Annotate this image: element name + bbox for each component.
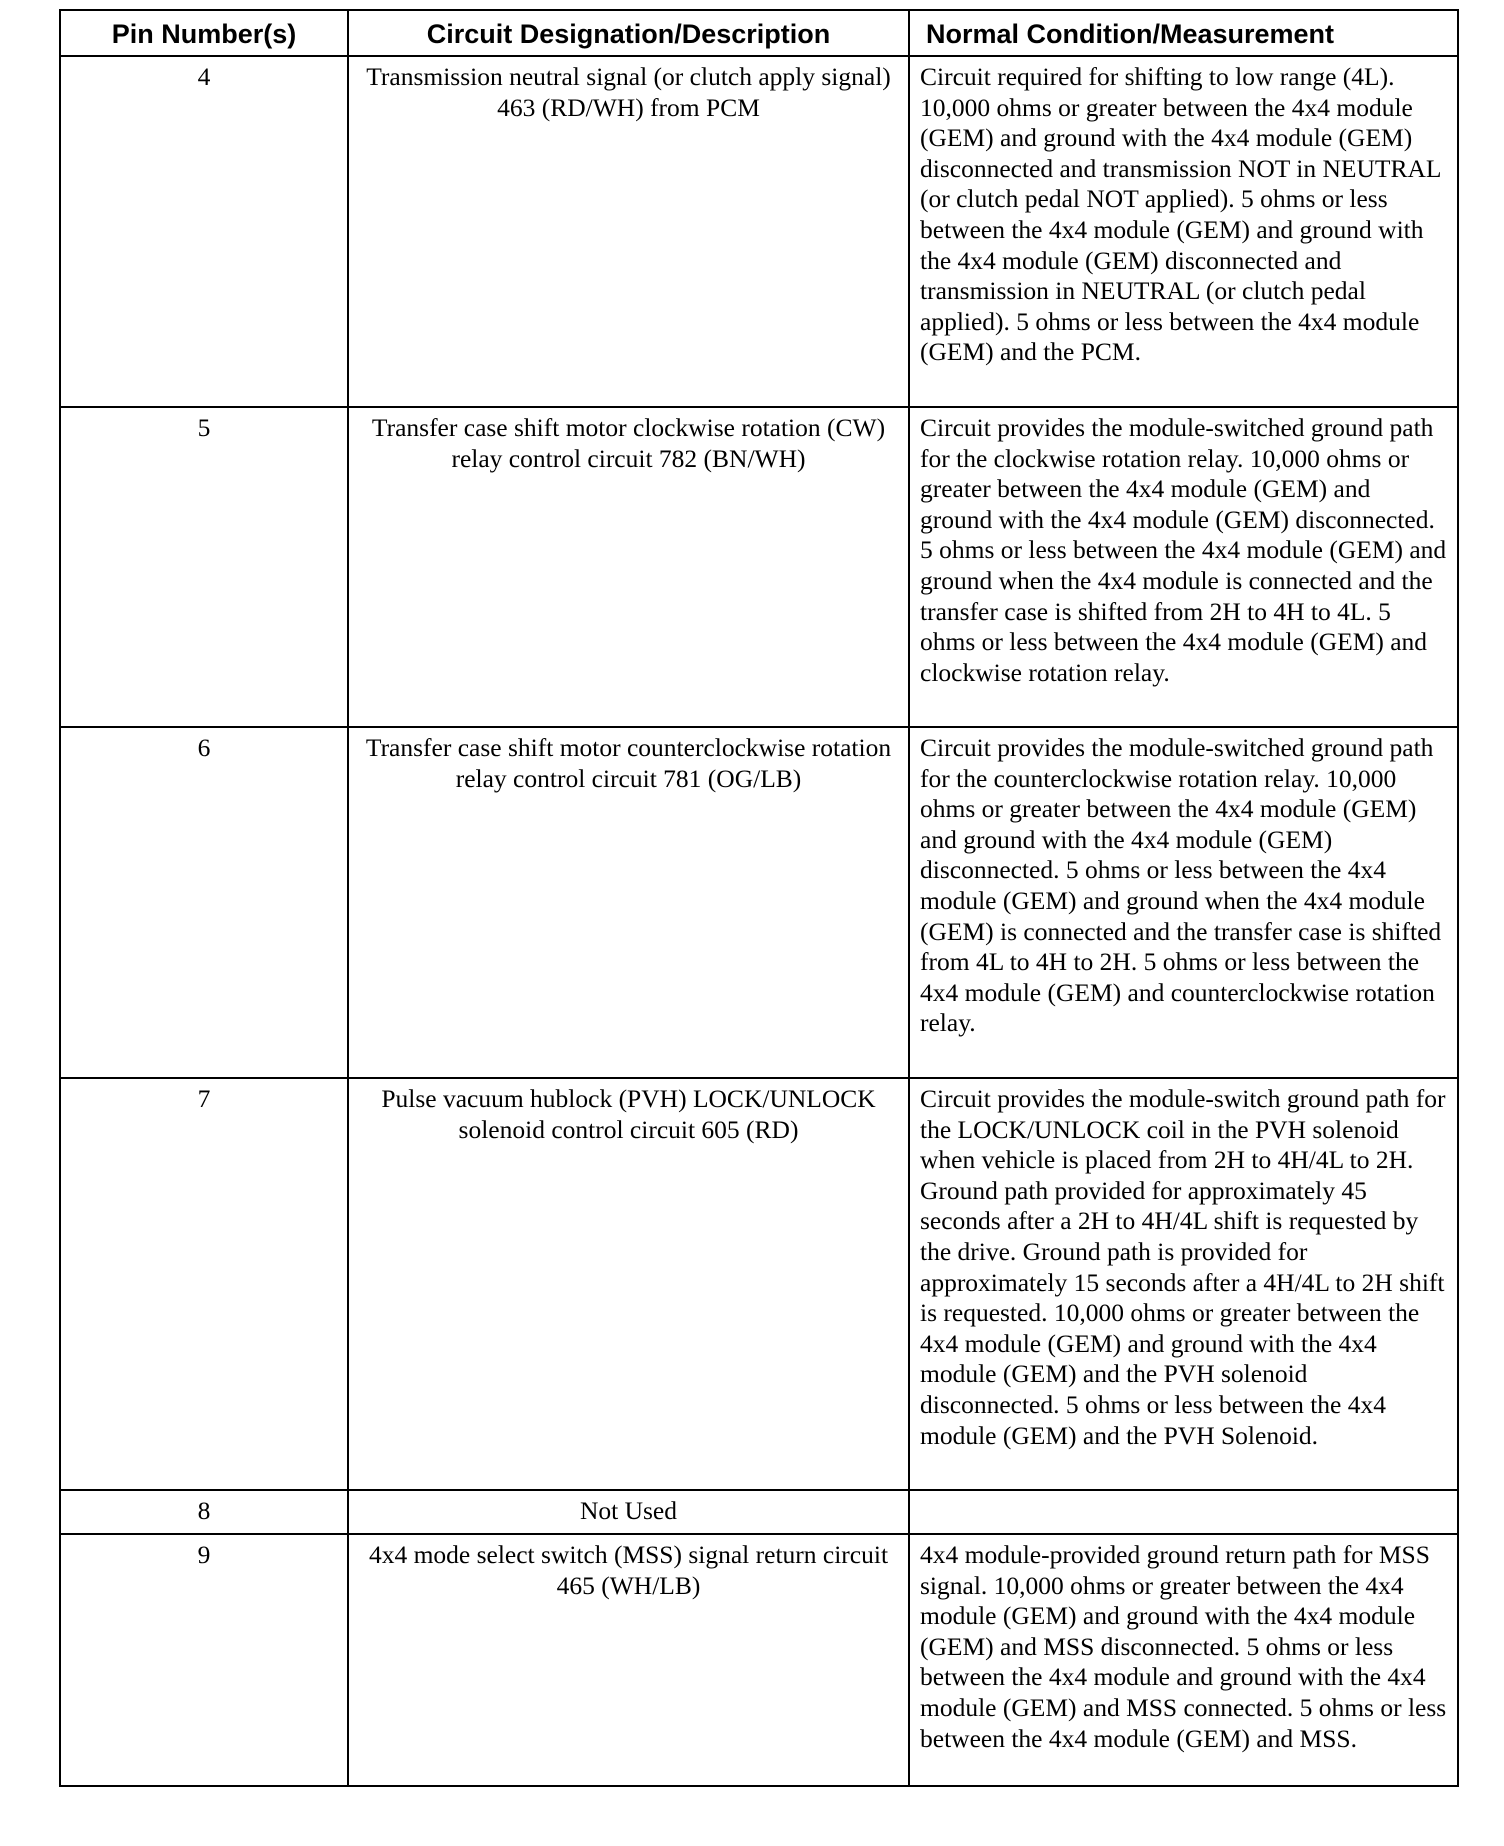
pin-number-cell: 4 <box>60 56 348 407</box>
circuit-description-cell: Transmission neutral signal (or clutch apply signal) 463 (RD/WH) from PCM <box>348 56 909 407</box>
normal-condition-cell <box>909 1490 1458 1534</box>
circuit-description-cell: Pulse vacuum hublock (PVH) LOCK/UNLOCK solenoid control circuit 605 (RD) <box>348 1078 909 1490</box>
circuit-description-cell: Transfer case shift motor counterclockwise rotation relay control circuit 781 (OG/LB) <box>348 727 909 1078</box>
normal-condition-cell: Circuit provides the module-switched ground path for the counterclockwise rotation relay. 10,000 ohms or greater between the 4x4 module (GEM) and ground with the 4x4 module (GEM) disconnected. 5 ohms or less between the 4x4 module (GEM) and ground when the 4x4 module (GEM) is connected and the transfer case is shifted from 4L to 4H to 2H. 5 ohms or less between the 4x4 module (GEM) and counterclockwise rotation relay. <box>909 727 1458 1078</box>
normal-condition-cell: 4x4 module-provided ground return path for MSS signal. 10,000 ohms or greater between the 4x4 module (GEM) and ground with the 4x4 module (GEM) and MSS disconnected. 5 ohms or less between the 4x4 module and ground with the 4x4 module (GEM) and MSS connected. 5 ohms or less between the 4x4 module (GEM) and MSS. <box>909 1534 1458 1786</box>
pin-circuit-table <box>59 9 1459 1787</box>
pin-number-cell: 5 <box>60 407 348 727</box>
header-pin-numbers: Pin Number(s) <box>60 10 348 56</box>
document-page <box>59 9 1457 1787</box>
table-row <box>60 407 1458 727</box>
table-row <box>60 1078 1458 1490</box>
circuit-description-cell: Not Used <box>348 1490 909 1534</box>
header-normal-condition: Normal Condition/Measurement <box>909 10 1458 56</box>
header-circuit-description: Circuit Designation/Description <box>348 10 909 56</box>
table-row <box>60 1534 1458 1786</box>
table-row <box>60 1490 1458 1534</box>
table-row <box>60 56 1458 407</box>
circuit-description-cell: Transfer case shift motor clockwise rotation (CW) relay control circuit 782 (BN/WH) <box>348 407 909 727</box>
pin-number-cell: 6 <box>60 727 348 1078</box>
circuit-description-cell: 4x4 mode select switch (MSS) signal return circuit 465 (WH/LB) <box>348 1534 909 1786</box>
pin-number-cell: 7 <box>60 1078 348 1490</box>
normal-condition-cell: Circuit provides the module-switch ground path for the LOCK/UNLOCK coil in the PVH solenoid when vehicle is placed from 2H to 4H/4L to 2H. Ground path provided for approximately 45 seconds after a 2H to 4H/4L shift is requested by the drive. Ground path is provided for approximately 15 seconds after a 4H/4L to 2H shift is requested. 10,000 ohms or greater between the 4x4 module (GEM) and ground with the 4x4 module (GEM) and the PVH solenoid disconnected. 5 ohms or less between the 4x4 module (GEM) and the PVH Solenoid. <box>909 1078 1458 1490</box>
table-row <box>60 727 1458 1078</box>
normal-condition-cell: Circuit provides the module-switched ground path for the clockwise rotation relay. 10,000 ohms or greater between the 4x4 module (GEM) and ground with the 4x4 module (GEM) disconnected. 5 ohms or less between the 4x4 module (GEM) and ground when the 4x4 module is connected and the transfer case is shifted from 2H to 4H to 4L. 5 ohms or less between the 4x4 module (GEM) and clockwise rotation relay. <box>909 407 1458 727</box>
table-header-row <box>60 10 1458 56</box>
pin-number-cell: 8 <box>60 1490 348 1534</box>
pin-number-cell: 9 <box>60 1534 348 1786</box>
normal-condition-cell: Circuit required for shifting to low range (4L). 10,000 ohms or greater between the 4x4 module (GEM) and ground with the 4x4 module (GEM) disconnected and transmission NOT in NEUTRAL (or clutch pedal NOT applied). 5 ohms or less between the 4x4 module (GEM) and ground with the 4x4 module (GEM) disconnected and transmission in NEUTRAL (or clutch pedal applied). 5 ohms or less between the 4x4 module (GEM) and the PCM. <box>909 56 1458 407</box>
